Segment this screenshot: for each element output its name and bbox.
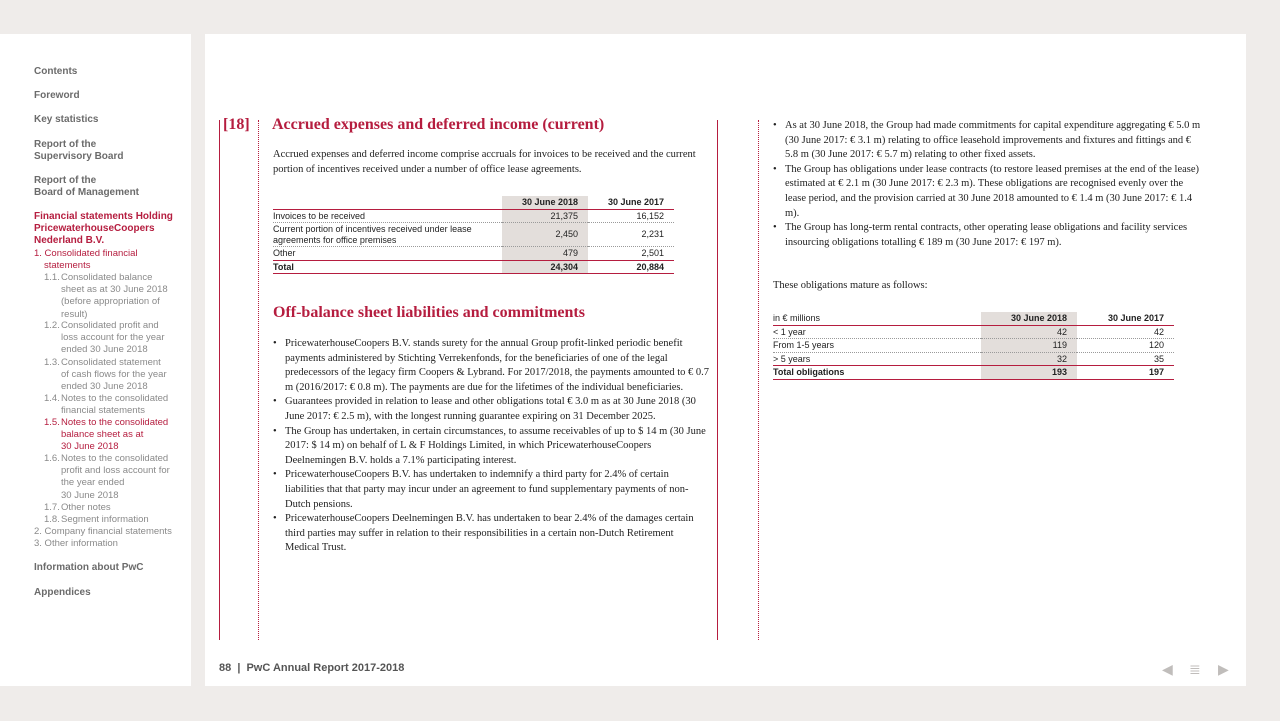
nav-label-line: Consolidated statement (61, 357, 161, 368)
nav-label-line: statements (44, 260, 91, 272)
value-2017: 197 (1077, 366, 1174, 380)
nav-sub-1-6[interactable] (44, 453, 184, 502)
nav-label-line: Financial statements Holding (34, 211, 173, 222)
nav-sub-number: 1.5. (44, 417, 60, 428)
nav-sub-1-7[interactable] (44, 502, 184, 514)
commitments-list (773, 119, 1203, 250)
table-header-label (273, 196, 502, 209)
nav-label-line: Report of the (34, 139, 97, 150)
table-row (773, 339, 1174, 353)
value-2018: 119 (981, 339, 1077, 353)
nav-sub-1-2[interactable] (44, 320, 184, 357)
center-rule (717, 120, 718, 640)
nav-sub-number: 1.7. (44, 502, 60, 513)
value-2018: 479 (502, 247, 588, 261)
nav-sub-number: 1.1. (44, 272, 60, 283)
value-2017: 42 (1077, 325, 1174, 339)
off-balance-title: Off-balance sheet liabilities and commitments (273, 304, 585, 321)
table-header-row (773, 312, 1174, 325)
value-2018: 21,375 (502, 209, 588, 223)
nav-label-line: of cash flows for the year (61, 369, 167, 381)
table-row (773, 325, 1174, 339)
document-page (205, 34, 1246, 686)
list-item: • PricewaterhouseCoopers B.V. has undertaken to indemnify a third party for 2.4% of certain liabilities that that party may incur under an agreement to fund supplementary payments of non-Dutch pensions. (273, 468, 709, 512)
previous-page-icon[interactable]: ◀ (1162, 661, 1173, 677)
nav-label-line: financial statements (61, 405, 145, 417)
nav-appendices[interactable]: Appendices (34, 587, 91, 598)
maturity-intro: These obligations mature as follows: (773, 280, 928, 291)
footer-separator: | (237, 662, 241, 674)
nav-label-line: 30 June 2018 (61, 489, 119, 501)
menu-icon[interactable]: ≣ (1189, 661, 1201, 677)
nav-sub-number: 1.8. (44, 514, 60, 525)
nav-sub-1-1[interactable] (44, 272, 184, 321)
table-row (773, 352, 1174, 366)
row-label: Other (273, 247, 502, 261)
nav-supervisory-board-report[interactable] (34, 139, 184, 163)
list-item: • Guarantees provided in relation to lease and other obligations total € 3.0 m as at 30 June 2018 (30 June 2017: € 2.5 m), with the longest running guarantee expiring on 31 December 2025. (273, 395, 709, 424)
value-2017: 20,884 (588, 260, 674, 274)
value-2017: 120 (1077, 339, 1174, 353)
off-balance-list (273, 337, 709, 556)
value-2017: 2,231 (588, 223, 674, 247)
nav-label-line: Other notes (61, 502, 111, 513)
nav-label-line: Nederland B.V. (34, 235, 105, 246)
row-label: Total (273, 260, 502, 274)
row-label: From 1-5 years (773, 339, 981, 353)
value-2018: 2,450 (502, 223, 588, 247)
row-label: < 1 year (773, 325, 981, 339)
nav-key-statistics[interactable]: Key statistics (34, 114, 99, 125)
nav-label-line: Report of the (34, 175, 97, 186)
row-label: Total obligations (773, 366, 981, 380)
nav-label-line: balance sheet as at (61, 429, 144, 441)
nav-management-board-report[interactable] (34, 175, 184, 199)
nav-other-information[interactable]: 3. Other information (34, 538, 118, 549)
nav-company-fs[interactable]: 2. Company financial statements (34, 526, 172, 537)
table-total-row (773, 366, 1174, 380)
value-2018: 32 (981, 352, 1077, 366)
column-header-2017: 30 June 2017 (1077, 312, 1174, 325)
nav-label-line: 30 June 2018 (61, 441, 119, 453)
nav-label-line: result) (61, 308, 88, 320)
list-item: • PricewaterhouseCoopers Deelnemingen B.V. has undertaken to bear 2.4% of the damages certain third parties may suffer in relation to their responsibilities in a certain non-Dutch Retirement Medical Trust. (273, 512, 709, 556)
nav-consolidated-fs[interactable] (34, 248, 184, 272)
nav-label-line: ended 30 June 2018 (61, 344, 148, 356)
nav-label-line: Notes to the consolidated (61, 393, 169, 404)
unit-label: in € millions (773, 312, 981, 325)
table-row (273, 247, 674, 261)
nav-label-line: Board of Management (34, 187, 140, 198)
next-page-icon[interactable]: ▶ (1218, 661, 1229, 677)
table-total-row (273, 260, 674, 274)
row-label: > 5 years (773, 352, 981, 366)
nav-about-pwc[interactable]: Information about PwC (34, 562, 144, 573)
obligations-maturity-table (773, 312, 1174, 380)
nav-label-line: loss account for the year (61, 332, 165, 344)
value-2017: 16,152 (588, 209, 674, 223)
list-item: • As at 30 June 2018, the Group had made commitments for capital expenditure aggregating € 5.0 m (30 June 2017: € 3.1 m) relating to office leasehold improvements and fixtures and fittings and € 5.8 m (30 June 2017: € 5.7 m) relating to other fixed assets. (773, 119, 1203, 163)
nav-financial-statements[interactable] (34, 211, 184, 247)
nav-contents[interactable]: Contents (34, 66, 78, 77)
nav-sub-1-5[interactable] (44, 417, 184, 454)
report-title: PwC Annual Report 2017-2018 (246, 662, 405, 674)
list-item: • The Group has long-term rental contracts, other operating lease obligations and facility services insourcing obligations totalling € 189 m (30 June 2017: € 197 m). (773, 221, 1203, 250)
column-header-2018: 30 June 2018 (981, 312, 1077, 325)
table-row (273, 209, 674, 223)
nav-sub-number: 1.6. (44, 453, 60, 464)
list-item: • PricewaterhouseCoopers B.V. stands surety for the annual Group profit-linked periodic benefit payments administered by Stichting Verrekenfonds, for the beneficiaries of one of the legal predecessors of the legacy firm Coopers & Lybrand. For 2017/2018, the payments amounted to € 0.7 m (2016/2017: € 0.8 m). The payments are due for the lifetimes of the individual beneficiaries. (273, 337, 709, 395)
dotted-rule (258, 120, 259, 640)
value-2018: 42 (981, 325, 1077, 339)
page-number: 88 (219, 662, 232, 674)
nav-label-line: Consolidated balance (61, 272, 153, 283)
table-header-row (273, 196, 674, 209)
nav-label-line: (before appropriation of (61, 296, 160, 308)
value-2018: 24,304 (502, 260, 588, 274)
value-2017: 2,501 (588, 247, 674, 261)
nav-label-line: Segment information (61, 514, 149, 525)
left-margin-rule (219, 120, 220, 640)
intro-paragraph: Accrued expenses and deferred income comprise accruals for invoices to be received and the current portion of incentives received under a number of office lease agreements. (273, 149, 696, 175)
list-item: • The Group has undertaken, in certain circumstances, to assume receivables of up to $ 14 m (30 June 2017: $ 14 m) on behalf of L & F Holdings Limited, in which PricewaterhouseCoopers Deelnemingen B.V. holds a 7.1% participating interest. (273, 425, 709, 469)
sidebar-nav (0, 34, 191, 686)
nav-sub-number: 1.4. (44, 393, 60, 404)
nav-label-line: ended 30 June 2018 (61, 381, 148, 393)
row-label: Current portion of incentives received under lease agreements for office premises (273, 223, 502, 247)
row-label: Invoices to be received (273, 209, 502, 223)
value-2018: 193 (981, 366, 1077, 380)
section-number: [18] (223, 116, 250, 133)
value-2017: 35 (1077, 352, 1174, 366)
nav-label-line: the year ended (61, 477, 125, 489)
nav-label-line: Consolidated profit and (61, 320, 159, 331)
nav-foreword[interactable]: Foreword (34, 90, 80, 101)
list-item: • The Group has obligations under lease contracts (to restore leased premises at the end of the lease) estimated at € 2.1 m (30 June 2017: € 2.3 m). These obligations are recognised evenly over the lease period, and the provision carried at 30 June 2018 amounted to € 1.4 m (30 June 2017: € 1.4 m). (773, 163, 1203, 221)
nav-label-line: PricewaterhouseCoopers (34, 223, 155, 234)
nav-sub-number: 1.3. (44, 357, 60, 368)
nav-sub-1-4[interactable] (44, 393, 184, 417)
nav-sub-number: 1.2. (44, 320, 60, 331)
nav-label-line: Notes to the consolidated (61, 453, 169, 464)
column-header-2017: 30 June 2017 (588, 196, 674, 209)
accrued-expenses-table (273, 196, 674, 274)
page-footer (219, 662, 404, 674)
nav-sub-1-3[interactable] (44, 357, 184, 394)
column-header-2018: 30 June 2018 (502, 196, 588, 209)
nav-label-line: Supervisory Board (34, 151, 124, 162)
nav-label-line: Notes to the consolidated (61, 417, 169, 428)
table-row (273, 223, 674, 247)
nav-sub-1-8[interactable] (44, 514, 184, 526)
nav-label-line: sheet as at 30 June 2018 (61, 284, 168, 296)
nav-label-line: profit and loss account for (61, 465, 170, 477)
nav-label-line: 1. Consolidated financial (34, 248, 138, 259)
section-title: Accrued expenses and deferred income (current) (272, 116, 605, 133)
dotted-rule (758, 120, 759, 640)
